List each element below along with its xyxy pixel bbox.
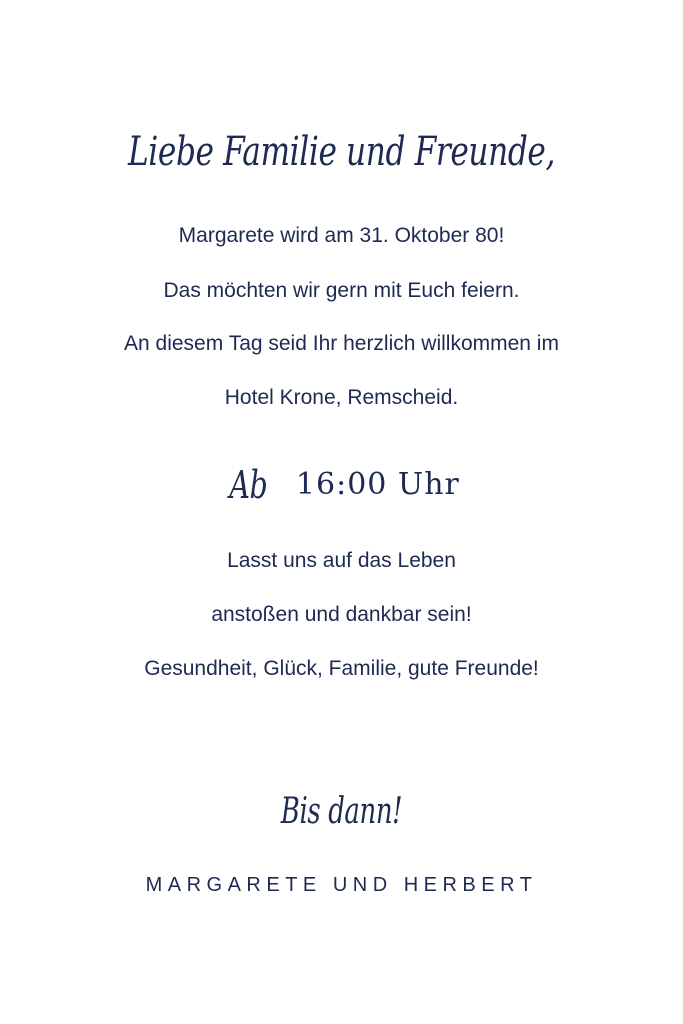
signature-names: MARGARETE UND HERBERT [145, 874, 538, 896]
time-prefix: Ab [229, 463, 268, 507]
invitation-line-1: Margarete wird am 31. Oktober 80! [178, 224, 505, 247]
event-time: 16:00 Uhr [295, 467, 460, 502]
time-row [0, 455, 683, 515]
greeting-heading: Liebe Familie und Freunde, [127, 129, 556, 175]
closing-line-1: Lasst uns auf das Leben [227, 549, 456, 572]
farewell-text: Bis dann! [280, 791, 403, 832]
invitation-line-2: Das möchten wir gern mit Euch feiern. [163, 279, 520, 302]
closing-line-3: Gesundheit, Glück, Familie, gute Freunde! [144, 657, 539, 680]
closing-line-2: anstoßen und dankbar sein! [211, 603, 472, 626]
invitation-location: Hotel Krone, Remscheid. [224, 386, 459, 409]
invitation-line-3: An diesem Tag seid Ihr herzlich willkommen im [124, 332, 559, 355]
